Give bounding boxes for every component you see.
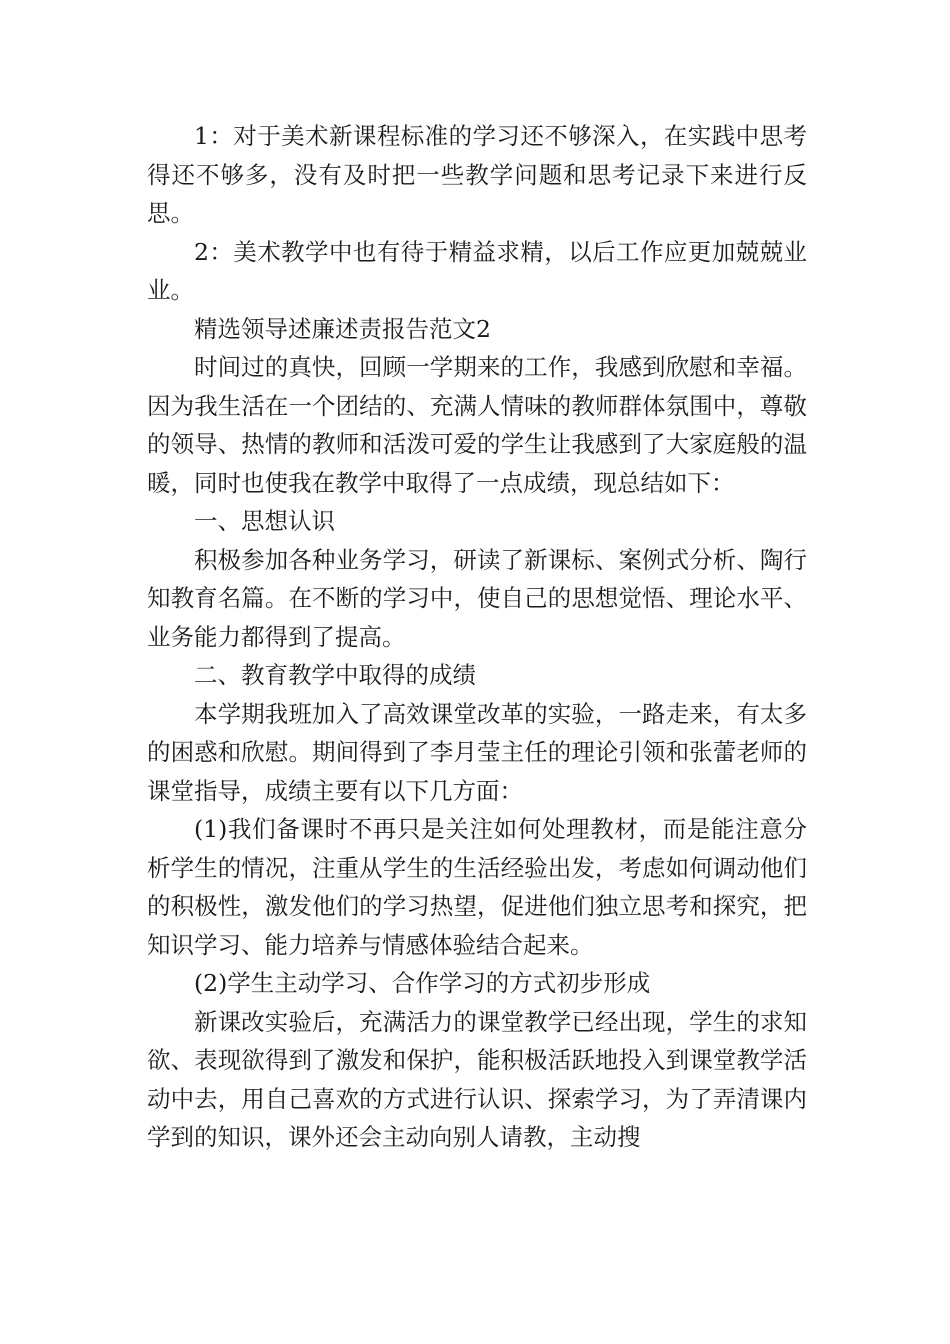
heading-achievements: 二、教育教学中取得的成绩 (194, 661, 476, 689)
paragraph-point-2: (2)学生主动学习、合作学习的方式初步形成 (194, 969, 651, 997)
paragraph-reflection-1: 1：对于美术新课程标准的学习还不够深入，在实践中思考得还不够多，没有及时把一些教学问题和思考记录下来进行反思。 (147, 122, 807, 227)
heading-ideology: 一、思想认识 (194, 507, 335, 535)
paragraph-ideology: 积极参加各种业务学习，研读了新课标、案例式分析、陶行知教育名篇。在不断的学习中，使自己的思想觉悟、理论水平、业务能力都得到了提高。 (147, 545, 807, 651)
paragraph-intro: 时间过的真快，回顾一学期来的工作，我感到欣慰和幸福。因为我生活在一个团结的、充满人情味的教师群体氛围中，尊敬的领导、热情的教师和活泼可爱的学生让我感到了大家庭般的温暖，同时也使我在教学中取得了一点成绩，现总结如下： (147, 353, 807, 497)
paragraph-achievements: 本学期我班加入了高效课堂改革的实验，一路走来，有太多的困惑和欣慰。期间得到了李月莹主任的理论引领和张蕾老师的课堂指导，成绩主要有以下几方面： (147, 699, 807, 805)
section-title: 精选领导述廉述责报告范文2 (194, 314, 491, 343)
document-body (147, 117, 807, 1157)
paragraph-reflection-2: 2：美术教学中也有待于精益求精，以后工作应更加兢兢业业。 (147, 237, 807, 304)
paragraph-reform: 新课改实验后，充满活力的课堂教学已经出现，学生的求知欲、表现欲得到了激发和保护，能积极活跃地投入到课堂教学活动中去，用自己喜欢的方式进行认识、探索学习，为了弄清课内学到的知识，课外还会主动向别人请教，主动搜 (147, 1007, 807, 1151)
paragraph-point-1: (1)我们备课时不再只是关注如何处理教材，而是能注意分析学生的情况，注重从学生的生活经验出发，考虑如何调动他们的积极性，激发他们的学习热望，促进他们独立思考和探究，把知识学习、能力培养与情感体验结合起来。 (147, 815, 807, 959)
